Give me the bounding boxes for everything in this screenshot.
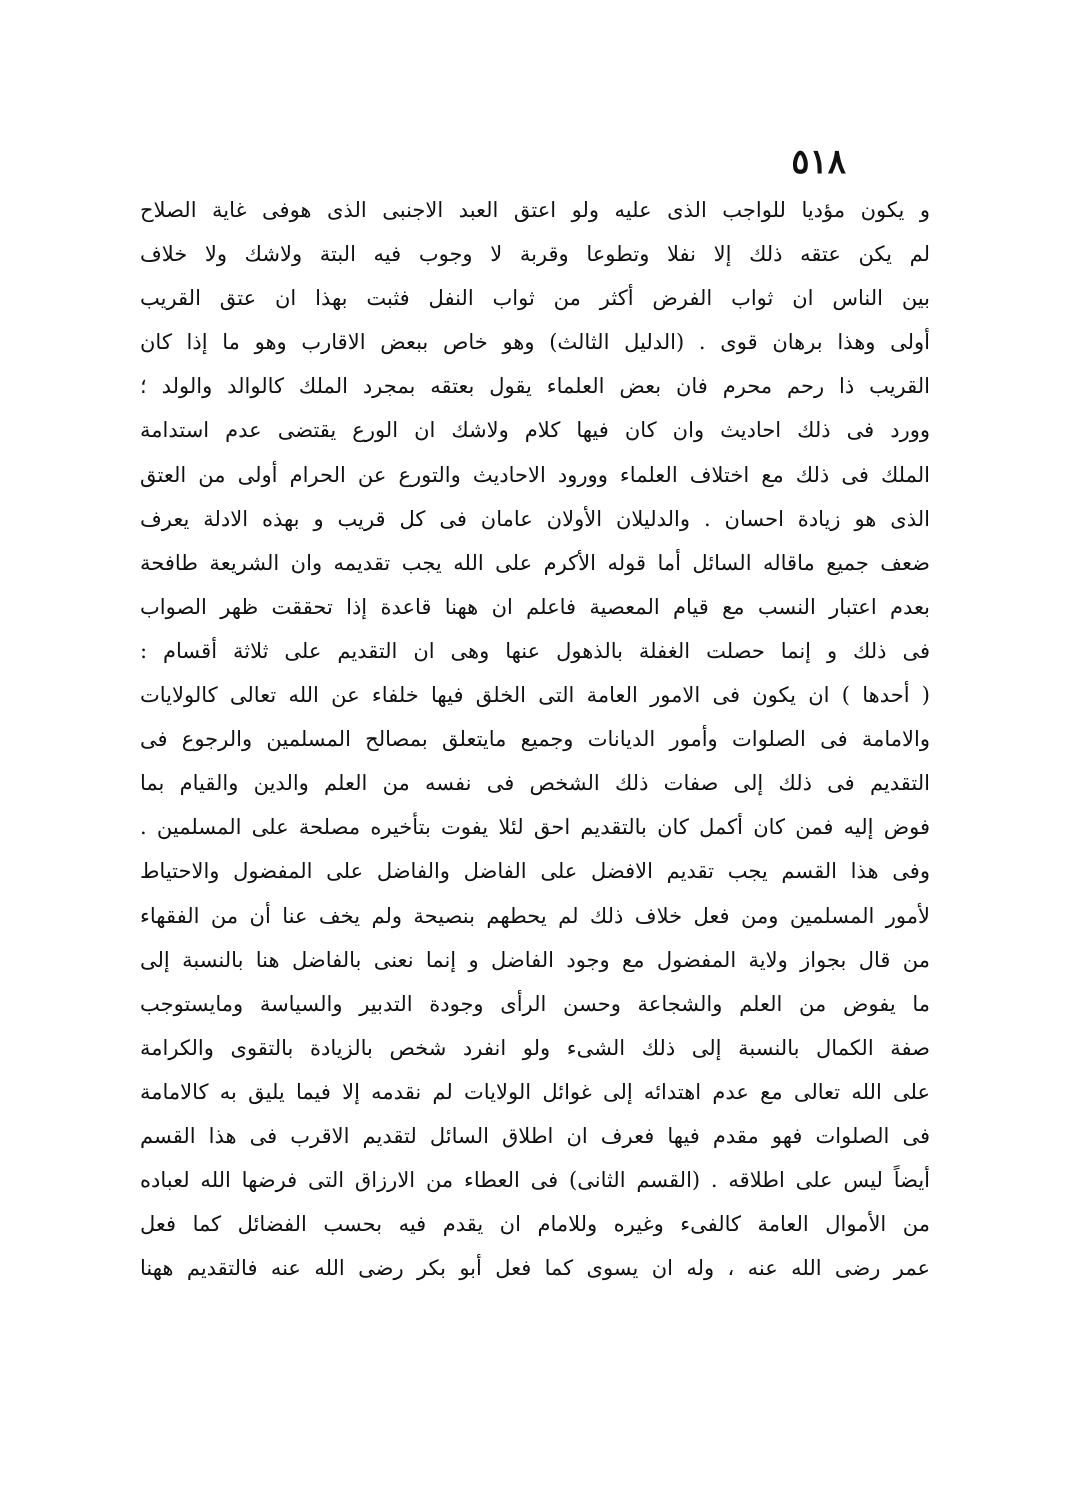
- text-line: القريب ذا رحم محرم فان بعض العلماء يقول بعتقه بمجرد الملك كالوالد والولد ؛: [140, 374, 930, 399]
- text-line: عمر رضى الله عنه ، وله ان يسوى كما فعل أبو بكر رضى الله عنه فالتقديم ههنا: [140, 1256, 930, 1281]
- text-line: ما يفوض من العلم والشجاعة وحسن الرأى وجودة التدبير والسياسة ومايستوجب: [140, 991, 930, 1016]
- text-line: أيضاً ليس على اطلاقه . (القسم الثانى) فى العطاء من الارزاق التى فرضها الله لعباده: [140, 1168, 930, 1193]
- text-line: صفة الكمال بالنسبة إلى ذلك الشىء ولو انفرد شخص بالزيادة بالتقوى والكرامة: [140, 1035, 930, 1060]
- text-line: فى الصلوات فهو مقدم فيها فعرف ان اطلاق السائل لتقديم الاقرب فى هذا القسم: [140, 1123, 930, 1148]
- text-line: والامامة فى الصلوات وأمور الديانات وجميع مايتعلق بمصالح المسلمين والرجوع فى: [140, 727, 930, 752]
- text-line: التقديم فى ذلك إلى صفات ذلك الشخص فى نفسه من العلم والدين والقيام بما: [140, 771, 930, 796]
- text-line: من قال بجواز ولاية المفضول مع وجود الفاضل و إنما نعنى بالفاضل هنا بالنسبة إلى: [140, 947, 930, 972]
- text-line: على الله تعالى مع عدم اهتدائه إلى غوائل الولايات لم نقدمه إلا فيما يليق به كالامامة: [140, 1079, 930, 1104]
- text-line: الملك فى ذلك مع اختلاف العلماء وورود الاحاديث والتورع عن الحرام أولى من العتق: [140, 462, 930, 487]
- text-line: بعدم اعتبار النسب مع قيام المعصية فاعلم ان ههنا قاعدة إذا تحققت ظهر الصواب: [140, 594, 930, 619]
- text-line: فوض إليه فمن كان أكمل كان بالتقديم احق لئلا يفوت بتأخيره مصلحة على المسلمين .: [140, 815, 930, 840]
- text-line: الذى هو زيادة احسان . والدليلان الأولان عامان فى كل قريب و بهذه الادلة يعرف: [140, 506, 930, 531]
- text-line: بين الناس ان ثواب الفرض أكثر من ثواب النفل فثبت بهذا ان عتق القريب: [140, 286, 930, 311]
- text-line: لأمور المسلمين ومن فعل خلاف ذلك لم يحطهم بنصيحة ولم يخف عنا أن من الفقهاء: [140, 903, 930, 928]
- text-line: وورد فى ذلك احاديث وان كان فيها كلام ولاشك ان الورع يقتضى عدم استدامة: [140, 418, 930, 443]
- page-body-text: [140, 188, 930, 1290]
- text-line: و يكون مؤديا للواجب الذى عليه ولو اعتق العبد الاجنبى الذى هوفى غاية الصلاح: [140, 198, 930, 222]
- text-line: ( أحدها ) ان يكون فى الامور العامة التى الخلق فيها خلفاء عن الله تعالى كالولايات: [140, 683, 930, 708]
- text-line: لم يكن عتقه ذلك إلا نفلا وتطوعا وقربة لا وجوب فيه البتة ولاشك ولا خلاف: [140, 242, 930, 267]
- text-line: ضعف جميع ماقاله السائل أما قوله الأكرم على الله يجب تقديمه وان الشريعة طافحة: [140, 550, 930, 575]
- text-line: وفى هذا القسم يجب تقديم الافضل على الفاضل والفاضل على المفضول والاحتياط: [140, 859, 930, 884]
- text-line: من الأموال العامة كالفىء وغيره وللامام ان يقدم فيه بحسب الفضائل كما فعل: [140, 1212, 930, 1237]
- text-line: أولى وهذا برهان قوى . (الدليل الثالث) وهو خاص ببعض الاقارب وهو ما إذا كان: [140, 330, 930, 355]
- page-number: ٥١٨: [791, 142, 846, 182]
- text-line: فى ذلك و إنما حصلت الغفلة بالذهول عنها وهى ان التقديم على ثلاثة أقسام :: [140, 638, 930, 663]
